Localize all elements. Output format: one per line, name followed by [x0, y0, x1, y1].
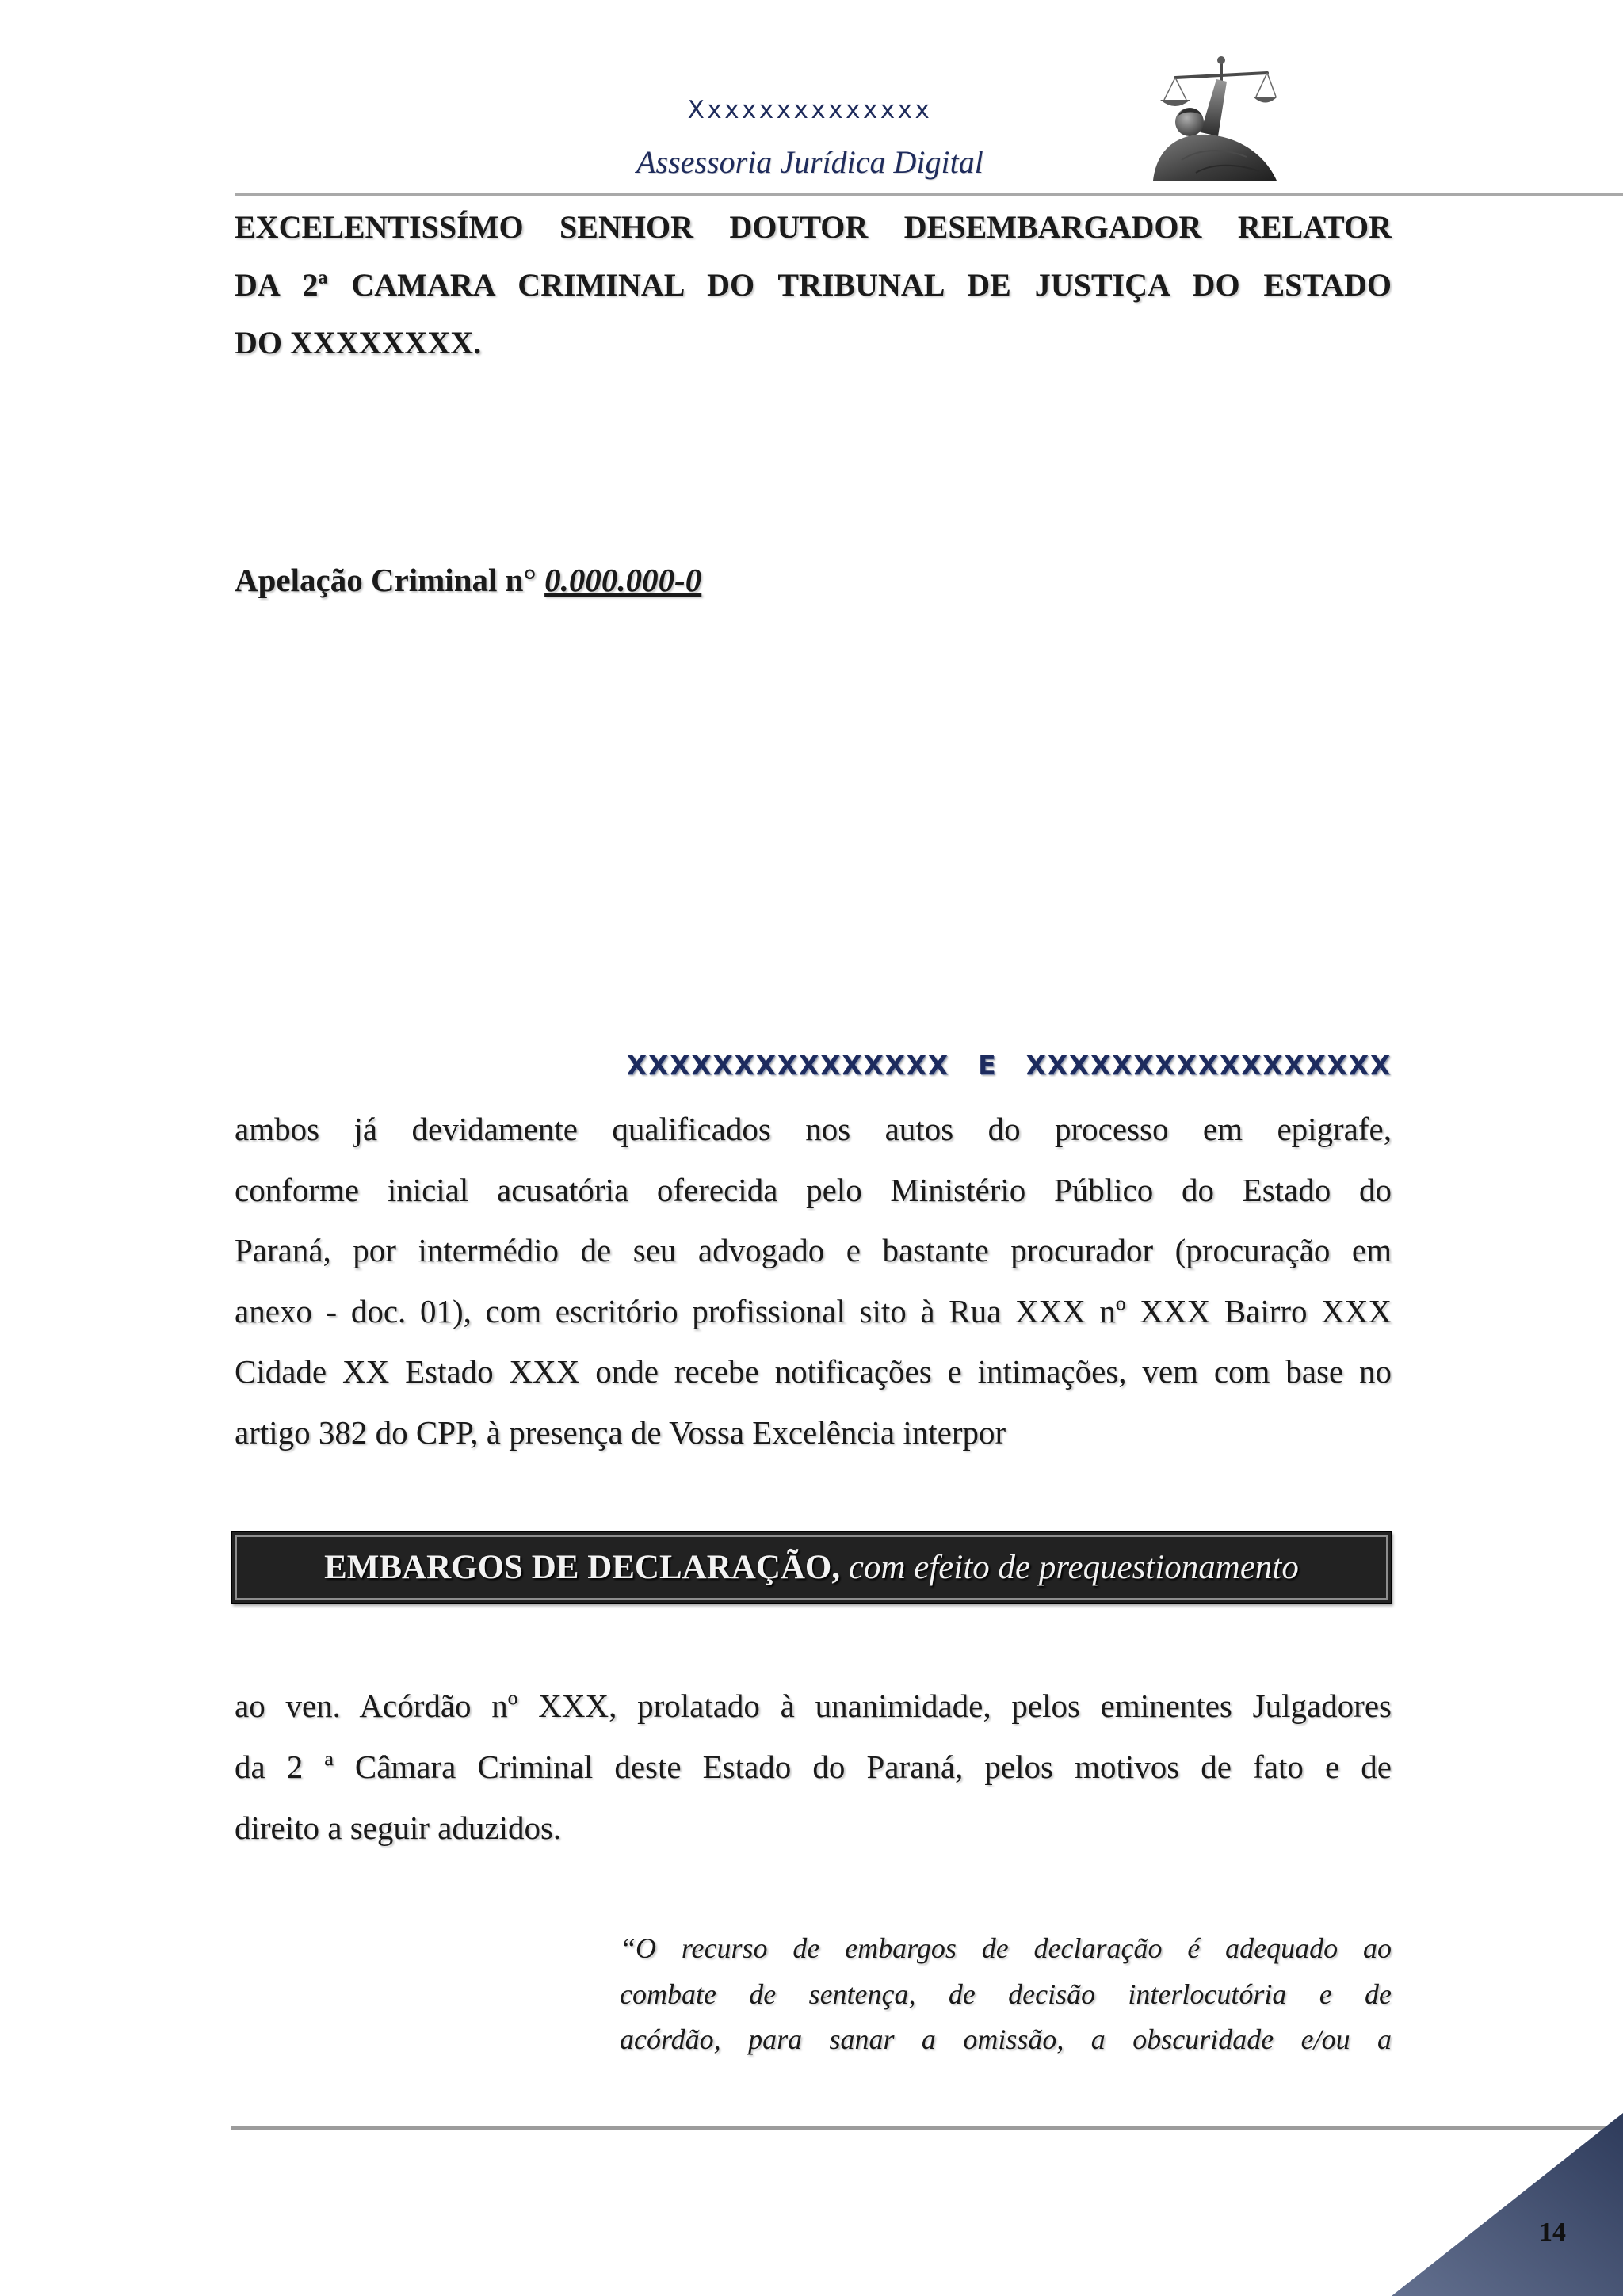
lady-justice-scales-icon — [1150, 55, 1278, 181]
addressee-line: DA 2ª CAMARA CRIMINAL DO TRIBUNAL DE JUSTIÇA DO ESTADO — [235, 267, 1392, 303]
paragraph-line: ambos já devidamente qualificados nos autos do processo em epigrafe, — [235, 1111, 1392, 1147]
banner-subtitle: com efeito de prequestionamento — [848, 1548, 1299, 1586]
appeal-label: Apelação Criminal n° — [235, 562, 537, 598]
petition-paragraph — [235, 1099, 1392, 1463]
appeal-reference — [235, 551, 1392, 609]
header-tagline: Assessoria Jurídica Digital — [636, 144, 983, 180]
paragraph-line: anexo - doc. 01), com escritório profissional sito à Rua XXX nº XXX Bairro XXX — [235, 1292, 1392, 1329]
quote-line: combate de sentença, de decisão interlocutória e de — [620, 1978, 1392, 2010]
legal-quote — [620, 1926, 1392, 2063]
paragraph-line: da 2 ª Câmara Criminal deste Estado do Paraná, pelos motivos de fato e de — [235, 1749, 1392, 1785]
paragraph-line: Paraná, por intermédio de seu advogado e bastante procurador (procuração em — [235, 1232, 1392, 1269]
quote-line: acórdão, para sanar a omissão, a obscuridade e/ou a — [620, 2023, 1392, 2055]
paragraph-line: artigo 382 do CPP, à presença de Vossa Excelência interpor — [235, 1413, 1006, 1451]
addressee-line: EXCELENTISSÍMO SENHOR DOUTOR DESEMBARGADOR RELATOR — [235, 209, 1392, 245]
footer-corner-triangle — [1392, 2113, 1623, 2296]
header-brand: Xxxxxxxxxxxxxx — [687, 96, 933, 124]
paragraph-line: Cidade XX Estado XXX onde recebe notificações e intimações, vem com base no — [235, 1353, 1392, 1390]
statue-figure — [1153, 79, 1277, 181]
quote-line: “O recurso de embargos de declaração é adequado ao — [620, 1932, 1392, 1964]
paragraph-line: ao ven. Acórdão nº XXX, prolatado à unanimidade, pelos eminentes Julgadores — [235, 1688, 1392, 1724]
page-number: 14 — [1539, 2218, 1566, 2247]
section-banner — [231, 1531, 1392, 1604]
addressee-block — [235, 198, 1392, 372]
paragraph-line: conforme inicial acusatória oferecida pelo Ministério Público do Estado do — [235, 1171, 1392, 1208]
appeal-number: 0.000.000-0 — [544, 562, 702, 598]
addressee-line: DO XXXXXXXX. — [235, 325, 482, 360]
header-divider — [235, 193, 1623, 196]
banner-title: EMBARGOS DE DECLARAÇÃO, — [324, 1548, 841, 1586]
paragraph-line: direito a seguir aduzidos. — [235, 1810, 562, 1846]
parties-names: XXXXXXXXXXXXXXX E XXXXXXXXXXXXXXXXX — [626, 1050, 1392, 1081]
grounds-paragraph — [235, 1676, 1392, 1859]
